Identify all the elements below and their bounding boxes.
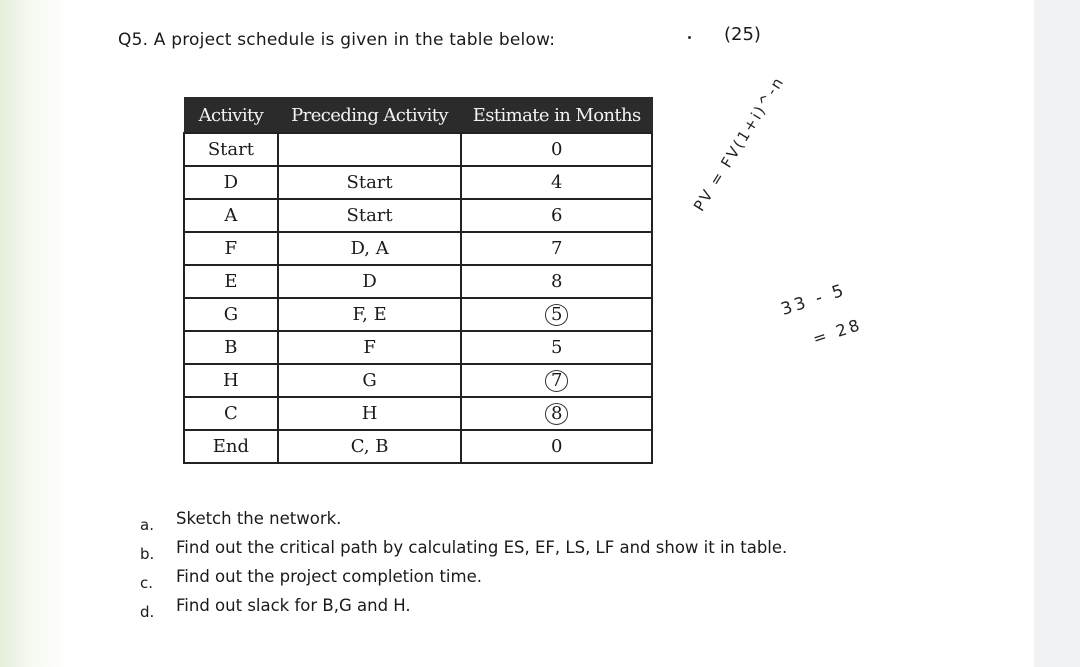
table-row [184, 133, 652, 166]
table-row [184, 298, 652, 331]
preceding-cell: F [278, 331, 462, 364]
task-text: Find out slack for B,G and H. [176, 596, 411, 615]
table-header-row [184, 98, 652, 134]
scan-edge-shadow [0, 0, 70, 667]
estimate-cell: 7 [461, 232, 652, 265]
preceding-cell: D [278, 265, 462, 298]
question-marks: (25) [724, 24, 761, 45]
task-text: Find out the critical path by calculating ES, EF, LS, LF and show it in table. [176, 538, 788, 557]
list-item [140, 591, 787, 620]
preceding-cell: F, E [278, 298, 462, 331]
table-row [184, 232, 652, 265]
activity-cell: F [184, 232, 278, 265]
table-row [184, 265, 652, 298]
estimate-cell [461, 364, 652, 397]
estimate-cell: 8 [461, 265, 652, 298]
table-row [184, 166, 652, 199]
handwritten-result: = 28 [810, 314, 865, 349]
activity-cell: D [184, 166, 278, 199]
activity-cell: B [184, 331, 278, 364]
activity-cell: H [184, 364, 278, 397]
estimate-cell: 0 [461, 430, 652, 463]
preceding-cell [278, 133, 462, 166]
list-item [140, 562, 787, 591]
preceding-cell: D, A [278, 232, 462, 265]
list-item [140, 504, 787, 533]
circled-estimate: 8 [545, 403, 568, 425]
estimate-cell [461, 397, 652, 430]
activity-cell: End [184, 430, 278, 463]
project-schedule-table [183, 97, 653, 464]
task-text: Sketch the network. [176, 509, 342, 528]
circled-estimate: 5 [545, 304, 568, 326]
estimate-cell: 5 [461, 331, 652, 364]
task-list [140, 504, 787, 620]
list-item [140, 533, 787, 562]
task-letter: b. [140, 545, 155, 563]
activity-cell: A [184, 199, 278, 232]
circled-estimate: 7 [545, 370, 568, 392]
header-estimate: Estimate in Months [461, 98, 652, 134]
activity-cell: G [184, 298, 278, 331]
activity-cell: E [184, 265, 278, 298]
preceding-cell: G [278, 364, 462, 397]
preceding-cell: H [278, 397, 462, 430]
preceding-cell: Start [278, 199, 462, 232]
table-row [184, 331, 652, 364]
estimate-cell: 0 [461, 133, 652, 166]
page-margin [1034, 0, 1080, 667]
table-row [184, 364, 652, 397]
ink-dot [688, 36, 691, 39]
activity-cell: C [184, 397, 278, 430]
preceding-cell: Start [278, 166, 462, 199]
header-preceding-activity: Preceding Activity [278, 98, 462, 134]
preceding-cell: C, B [278, 430, 462, 463]
task-letter: a. [140, 516, 154, 534]
header-activity: Activity [184, 98, 278, 134]
task-text: Find out the project completion time. [176, 567, 482, 586]
table-row [184, 199, 652, 232]
table-row [184, 397, 652, 430]
task-letter: d. [140, 603, 155, 621]
estimate-cell [461, 298, 652, 331]
estimate-cell: 6 [461, 199, 652, 232]
handwritten-formula: PV = FV(1+i)^-n [690, 72, 788, 215]
question-title: Q5. A project schedule is given in the table below: [118, 30, 556, 50]
activity-cell: Start [184, 133, 278, 166]
table-row [184, 430, 652, 463]
handwritten-calculation: 33 - 5 [778, 280, 849, 320]
estimate-cell: 4 [461, 166, 652, 199]
task-letter: c. [140, 574, 154, 592]
